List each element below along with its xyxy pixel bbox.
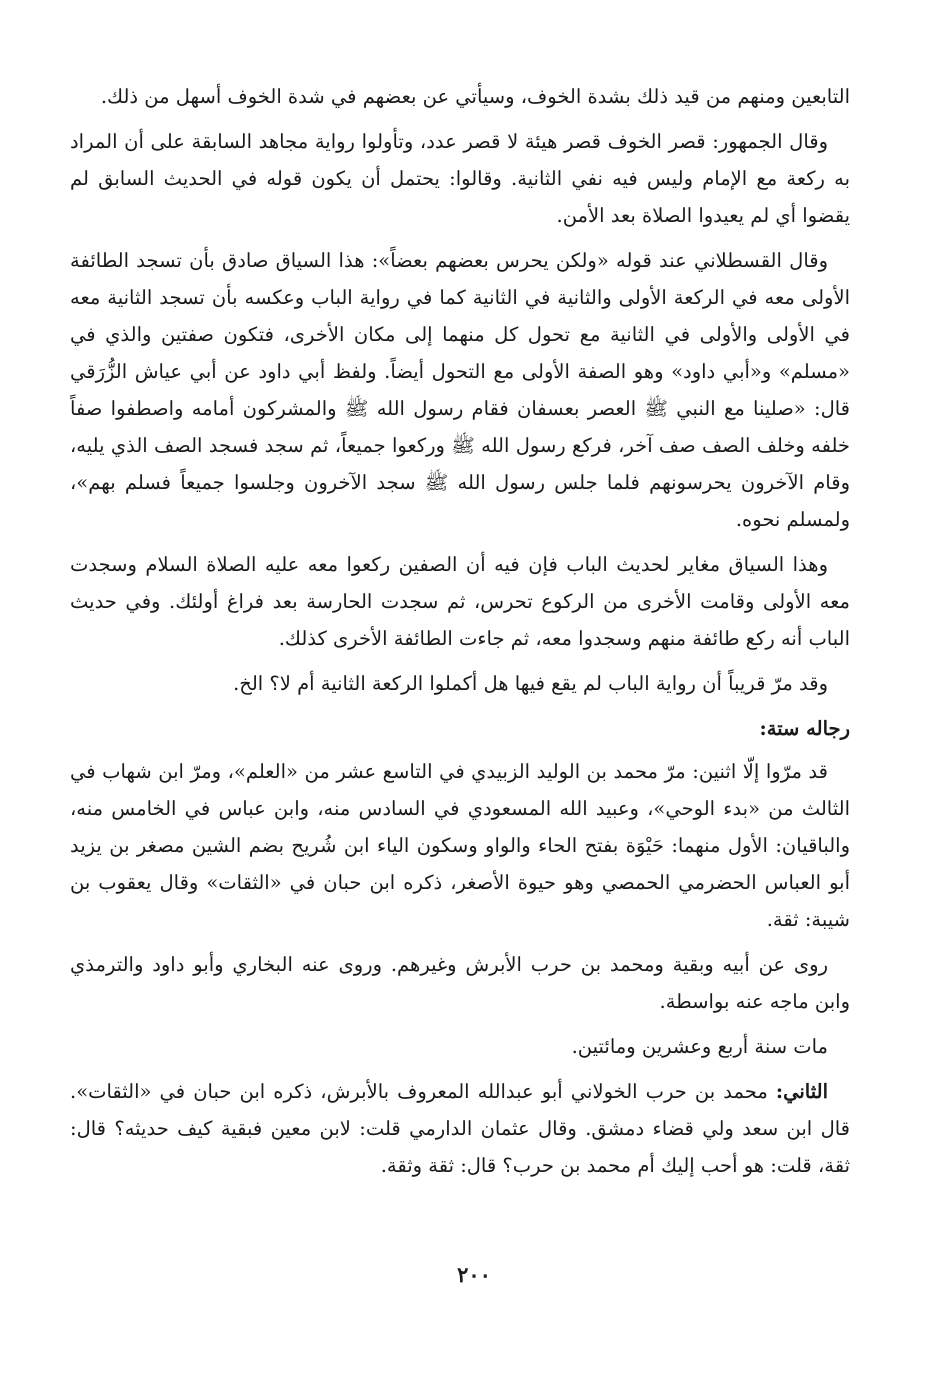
paragraph-rawa: روى عن أبيه وبقية ومحمد بن حرب الأبرش وغيرهم. وروى عنه البخاري وأبو داود والترمذي وابن ماجه عنه بواسطة. [70, 953, 850, 1013]
page-number: ٢٠٠ [457, 1262, 491, 1287]
paragraph-qastallani: وقال القسطلاني عند قوله «ولكن يحرس بعضهم بعضاً»: هذا السياق صادق بأن تسجد الطائفة الأولى معه في الركعة الأولى والثانية في الثانية كما في رواية الباب وعكسه بأن تسجد الثانية معه في الأولى والأولى في الثانية مع تحول كل منهما إلى مكان الأخرى، فتكون صفتين والذي في «مسلم» و«أبي داود» وهو الصفة الأولى مع التحول أيضاً. ولفظ أبي داود عن أبي عياش الزُّرَقي قال: «صلينا مع النبي ﷺ العصر بعسفان فقام رسول الله ﷺ والمشركون أمامه واصطفوا صفاً خلفه وخلف الصف صف آخر، فركع رسول الله ﷺ وركعوا جميعاً، ثم سجد فسجد الصف الذي يليه، وقام الآخرون يحرسونهم فلما جلس رسول الله ﷺ سجد الآخرون وجلسوا جميعاً فسلم بهم»، ولمسلم نحوه. [70, 249, 850, 531]
paragraph-siyaq: وهذا السياق مغاير لحديث الباب فإن فيه أن الصفين ركعوا معه عليه الصلاة السلام وسجدت معه الأولى وقامت الأخرى من الركوع تحرس، ثم سجدت الحارسة بعد فراغ أولئك. وفي حديث الباب أنه ركع طائفة منهم وسجدوا معه، ثم جاءت الطائفة الأخرى كذلك. [70, 553, 850, 650]
paragraph-narrators: قد مرّوا إلّا اثنين: مرّ محمد بن الوليد الزبيدي في التاسع عشر من «العلم»، ومرّ ابن شهاب في الثالث من «بدء الوحي»، وعبيد الله المسعودي في السادس منه، وابن عباس في الخامس منه، والباقيان: الأول منهما: حَيْوَة بفتح الحاء والواو وسكون الياء ابن شُريح بضم الشين مصغر بن يزيد أبو العباس الحضرمي الحمصي وهو حيوة الأصغر، ذكره ابن حبان في «الثقات» وقال يعقوب بن شيبة: ثقة. [70, 760, 850, 931]
paragraph-jumhur: وقال الجمهور: قصر الخوف قصر هيئة لا قصر عدد، وتأولوا رواية مجاهد السابقة على أن المراد به ركعة مع الإمام وليس فيه نفي الثانية. وقالوا: يحتمل أن يكون قوله في الحديث السابق لم يقضوا أي لم يعيدوا الصلاة بعد الأمن. [70, 130, 850, 227]
second-narrator-text: محمد بن حرب الخولاني أبو عبدالله المعروف بالأبرش، ذكره ابن حبان في «الثقات». قال ابن سعد ولي قضاء دمشق. وقال عثمان الدارمي قلت: لابن معين فبقية كيف حديثه؟ قال: ثقة، قلت: هو أحب إليك أم محمد بن حرب؟ قال: ثقة وثقة. [70, 1080, 850, 1177]
paragraph-death: مات سنة أربع وعشرين ومائتين. [571, 1035, 828, 1058]
second-narrator-lead: الثاني: [775, 1080, 828, 1103]
paragraph-second-narrator [70, 1073, 850, 1184]
paragraph-qad-marra: وقد مرّ قريباً أن رواية الباب لم يقع فيها هل أكملوا الركعة الثانية أم لا؟ الخ. [233, 672, 828, 695]
paragraph-tabieen: التابعين ومنهم من قيد ذلك بشدة الخوف، وسيأتي عن بعضهم في شدة الخوف أسهل من ذلك. [100, 85, 850, 108]
section-heading-rijal: رجاله ستة: [759, 717, 850, 740]
page-body [70, 78, 850, 1192]
